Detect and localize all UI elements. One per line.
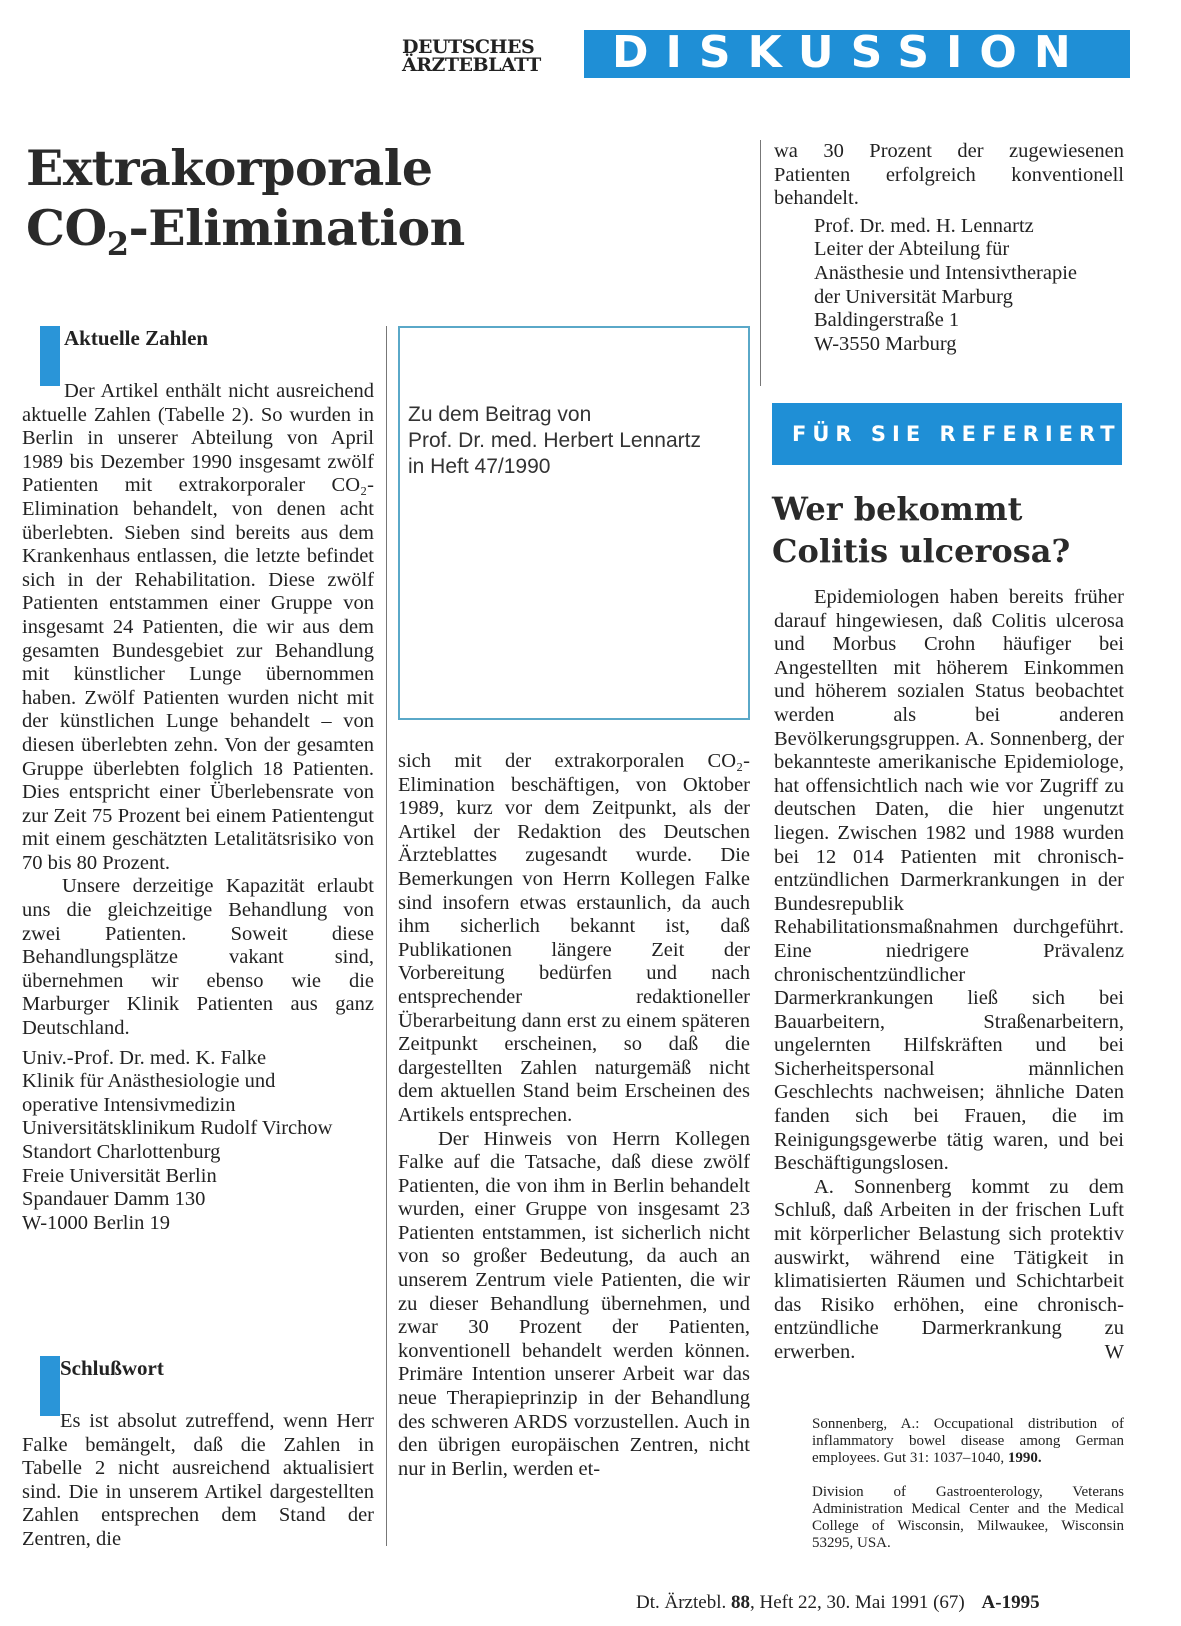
- author-line: W-3550 Marburg: [814, 332, 957, 355]
- letter2-body-col3: [774, 140, 1124, 356]
- sidebar-paragraph-1: Epidemiologen haben bereits früher darauf hingewiesen, daß Colitis ulcerosa und Morbus Crohn häufiger bei Angestellten mit höherem Einkommen und höherem sozialen Status beobachtet werden als bei anderen Bevölkerungsgruppen. A. Sonnenberg, der bekannteste amerikanische Epidemiologe, hat offensichtlich nach wie vor Zugriff zu deutschen Daten, die hier ungenutzt liegen. Zwischen 1982 und 1988 wurden bei 12 014 Patienten mit chronisch-entzündlichen Darmerkrankungen in der Bundesrepublik Rehabilitationsmaßnahmen durchgeführt. Eine niedrigere Prävalenz chronischentzündlicher Darmerkrankungen ließ sich bei Bauarbeitern, Straßenarbeitern, ungelernten Hilfskräften und bei Sicherheitspersonal männlichen Geschlechts nachweisen; ähnliche Daten fanden sich bei Frauen, die im Reinigungsgewerbe tätig waren, und bei Beschäftigungslosen.: [774, 586, 1124, 1175]
- page-footer: [636, 1592, 1040, 1614]
- sidebar-title-line-2: Colitis ulcerosa?: [772, 532, 1071, 570]
- author-line: Univ.-Prof. Dr. med. K. Falke: [22, 1046, 267, 1069]
- section-marker: [40, 1356, 60, 1416]
- reference-citation: Sonnenberg, A.: Occupational distribution of inflammatory bowel disease among German employees. Gut 31: 1037–1040,: [812, 1416, 1124, 1466]
- sidebar-reference-1: [812, 1416, 1124, 1467]
- letter1-author-block: [22, 1047, 374, 1236]
- author-line: Spandauer Damm 130: [22, 1188, 206, 1211]
- title-elimination: -Elimination: [128, 199, 465, 257]
- author-line: W-1000 Berlin 19: [22, 1211, 171, 1234]
- footer-volume: 88: [730, 1592, 750, 1613]
- title-subscript: 2: [106, 225, 129, 263]
- author-line: Freie Universität Berlin: [22, 1164, 217, 1187]
- letter1-paragraph-2: Unsere derzeitige Kapazität erlaubt uns die gleichzeitige Behandlung von zwei Patienten. Soweit diese Behandlungsplätze vakant sind, übernehmen wir ebenso wie die Marburger Klinik Patienten aus ganz Deutschland.: [22, 875, 374, 1040]
- sidebar-reference-2: Division of Gastroenterology, Veterans Administration Medical Center and the Medical College of Wisconsin, Milwaukee, Wisconsin 53295, USA.: [812, 1484, 1124, 1551]
- sidebar-paragraph-2: [774, 1176, 1124, 1365]
- fuer-sie-referiert-label: FÜR SIE REFERIERT: [792, 422, 1121, 446]
- author-line: Universitätsklinikum Rudolf Virchow: [22, 1117, 333, 1140]
- letter2-paragraph-2-part-2: wa 30 Prozent der zugewiesenen Patienten erfolgreich konventionell behandelt.: [774, 140, 1124, 210]
- reference-line: Prof. Dr. med. Herbert Lennartz: [408, 429, 701, 452]
- reference-line: Zu dem Beitrag von: [408, 403, 592, 426]
- column-divider: [386, 326, 387, 1546]
- letter1-paragraph-1: Der Artikel enthält nicht ausreichend aktuelle Zahlen (Tabelle 2). So wurden in Berlin in unserer Abteilung von April 1989 bis Dezember 1990 insgesamt zwölf Patienten mit extrakorporaler CO₂-Elimination behandelt, von denen acht überlebten. Sieben sind bereits aus dem Krankenhaus entlassen, die letzte befindet sich in der Rehabilitation. Diese zwölf Patienten entstammen einer Gruppe von insgesamt 24 Patienten, die wir aus dem gesamten Bundesgebiet zur Behandlung mit künstlicher Lunge übernommen haben. Zwölf Patienten wurden nicht mit der künstlichen Lunge behandelt – von diesen überlebten zehn. Von der gesamten Gruppe überlebten folglich 18 Patienten. Dies entspricht einer Überlebensrate von zur Zeit 75 Prozent bei einem Patientengut mit einem geschätzten Letalitätsrisiko von 70 bis 80 Prozent.: [22, 380, 374, 874]
- sidebar-title-line-1: Wer bekommt: [772, 490, 1023, 528]
- reference-box: [398, 326, 750, 720]
- journal-logo: [402, 38, 541, 74]
- footer-page-number: A-1995: [981, 1592, 1040, 1613]
- section-label: DISKUSSION: [612, 27, 1088, 78]
- section-heading-aktuelle-zahlen: Aktuelle Zahlen: [64, 326, 209, 350]
- logo-line-1: DEUTSCHES: [402, 36, 535, 58]
- title-co: CO: [26, 199, 107, 257]
- article-title: [26, 138, 465, 274]
- section-heading-schlusswort: Schlußwort: [60, 1356, 164, 1380]
- letter2-author-block: [774, 215, 1124, 357]
- letter2-paragraph-1-part-1: Es ist absolut zutreffend, wenn Herr Falke bemängelt, daß die Zahlen in Tabelle 2 nicht ausreichend aktualisiert sind. Die in unserem Artikel dargestellten Zahlen entsprechen dem Stand der Zentren, die: [22, 1410, 374, 1550]
- reference-year: 1990.: [1007, 1450, 1042, 1466]
- author-line: operative Intensivmedizin: [22, 1093, 236, 1116]
- column-divider: [760, 140, 761, 386]
- section-marker: [40, 326, 60, 386]
- author-line: Baldingerstraße 1: [814, 309, 960, 332]
- footer-journal: Dt. Ärztebl.: [636, 1592, 727, 1613]
- author-line: Leiter der Abteilung für: [814, 238, 1010, 261]
- author-line: der Universität Marburg: [814, 285, 1013, 308]
- letter2-paragraph-1-part-2: sich mit der extrakorporalen CO₂-Elimination beschäftigen, von Oktober 1989, kurz vor dem Zeitpunkt, als der Artikel der Redaktion des Deutschen Ärzteblattes zugesandt wurde. Die Bemerkungen von Herrn Kollegen Falke sind insofern etwas erstaunlich, da auch ihm sicherlich bekannt ist, daß Publikationen längere Zeit der Vorbereitung bedürfen und nach entsprechender redaktioneller Überarbeitung dann erst zu einem späteren Zeitpunkt erscheinen, so daß die dargestellten Zahlen naturgemäß nicht dem aktuellen Stand beim Erscheinen des Artikels entsprechen.: [398, 750, 750, 1126]
- sidebar-title: [772, 488, 1070, 572]
- author-line: Klinik für Anästhesiologie und: [22, 1070, 276, 1093]
- author-line: Prof. Dr. med. H. Lennartz: [814, 214, 1034, 237]
- letter2-body-col2: [398, 750, 750, 1481]
- title-line-2: [26, 198, 465, 274]
- author-line: Anästhesie und Intensivtherapie: [814, 261, 1078, 284]
- logo-line-2: ÄRZTEBLATT: [402, 54, 541, 76]
- letter2-paragraph-2-part-1: Der Hinweis von Herrn Kollegen Falke auf die Tatsache, daß diese zwölf Patienten, die von ihm in Berlin behandelt wurden, einer Gruppe von insgesamt 23 Patienten entstammen, ist sicherlich nicht von so großer Bedeutung, da auch an unserem Zentrum viele Patienten, die wir zu dieser Behandlung übernehmen, und zwar 30 Prozent der Patienten, konventionell behandelt werden können. Primäre Intention unserer Arbeit war das neue Therapieprinzip in der Behandlung des schweren ARDS vorzustellen. Auch in den übrigen europäischen Zentren, nicht nur in Berlin, werden et-: [398, 1127, 750, 1480]
- title-line-1: Extrakorporale: [26, 139, 433, 197]
- sidebar-signature: W: [1104, 1341, 1124, 1363]
- sidebar-paragraph-2-text: A. Sonnenberg kommt zu dem Schluß, daß Arbeiten in der frischen Luft mit körperlicher Belastung sich protektiv auswirkt, während eine Tätigkeit in klimatisierten Räumen und Schichtarbeit das Risiko erhöhen, eine chronisch-entzündliche Darmerkrankung zu erwerben.: [774, 1175, 1124, 1363]
- reference-line: in Heft 47/1990: [408, 455, 551, 478]
- author-line: Standort Charlottenburg: [22, 1141, 221, 1163]
- footer-issue: , Heft 22, 30. Mai 1991 (67): [749, 1592, 965, 1613]
- letter2-body-col1: [22, 1410, 374, 1552]
- reference-box-text: [408, 402, 748, 480]
- sidebar-body: [774, 586, 1124, 1365]
- letter1-body: [22, 380, 374, 1235]
